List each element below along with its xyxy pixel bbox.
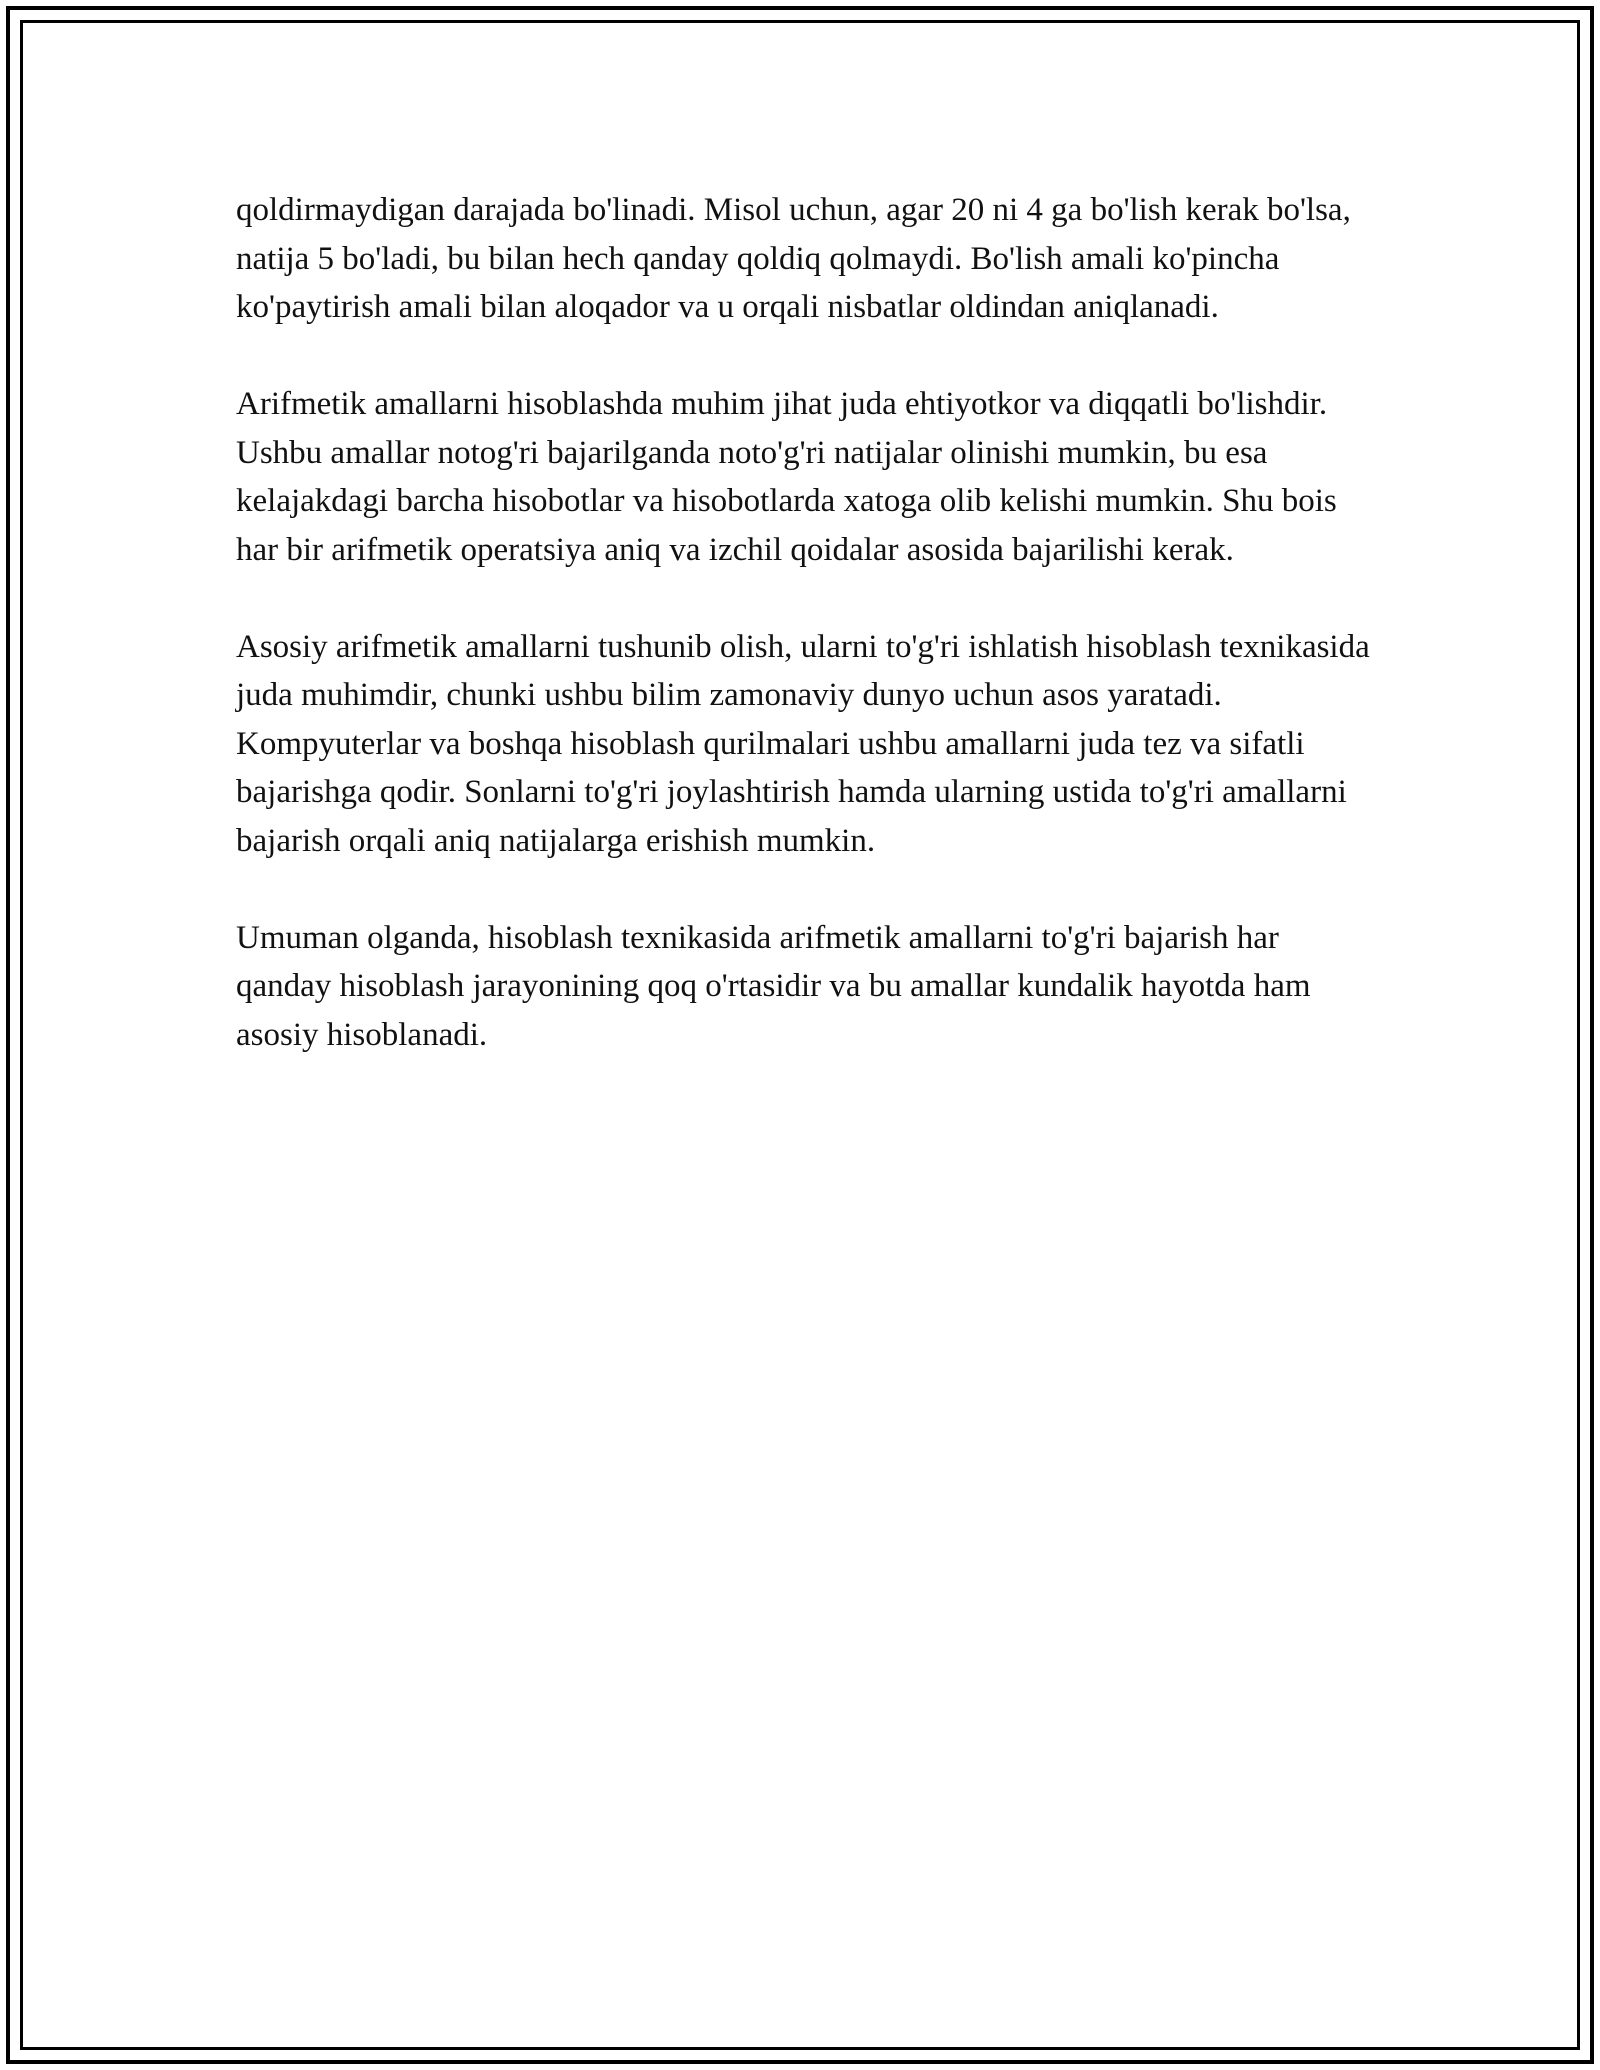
paragraph-4: Umuman olganda, hisoblash texnikasida arifmetik amallarni to'g'ri bajarish har qanday hisoblash jarayonining qoq o'rtasidir va bu amallar kundalik hayotda ham asosiy hisoblanadi. xyxy=(236,919,1311,1053)
paragraph-1: qoldirmaydigan darajada bo'linadi. Misol uchun, agar 20 ni 4 ga bo'lish kerak bo'lsa, natija 5 bo'ladi, bu bilan hech qanday qoldiq qolmaydi. Bo'lish amali ko'pincha ko'paytirish amali bilan aloqador va u orqali nisbatlar oldindan aniqlanadi. xyxy=(236,192,1351,325)
paragraph-2: Arifmetik amallarni hisoblashda muhim jihat juda ehtiyotkor va diqqatli bo'lishdir. Ushbu amallar notog'ri bajarilganda noto'g'ri natijalar olinishi mumkin, bu esa kelajakdagi barcha hisobotlar va hisobotlarda xatoga olib kelishi mumkin. Shu bois har bir arifmetik operatsiya aniq va izchil qoidalar asosida bajarilishi kerak. xyxy=(236,386,1337,568)
document-body xyxy=(236,186,1376,1108)
paragraph-3: Asosiy arifmetik amallarni tushunib olish, ularni to'g'ri ishlatish hisoblash texnikasida juda muhimdir, chunki ushbu bilim zamonaviy dunyo uchun asos yaratadi. Kompyuterlar va boshqa hisoblash qurilmalari ushbu amallarni juda tez va sifatli bajarishga qodir. Sonlarni to'g'ri joylashtirish hamda ularning ustida to'g'ri amallarni bajarish orqali aniq natijalarga erishish mumkin. xyxy=(236,628,1370,859)
